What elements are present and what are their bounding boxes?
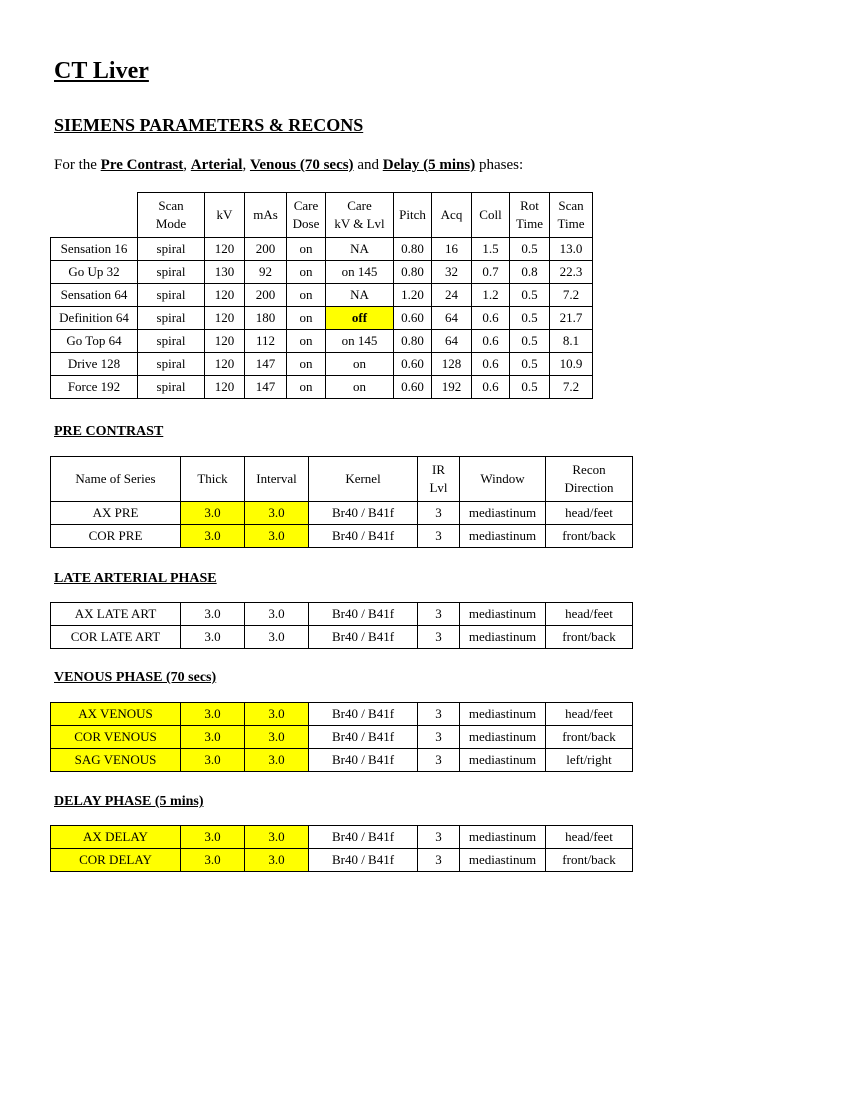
table-cell: on (287, 238, 326, 261)
table-cell: spiral (138, 284, 205, 307)
column-header-line: Mode (155, 216, 187, 231)
scanner-name-cell: Force 192 (51, 376, 138, 399)
table-cell: Br40 / B41f (309, 703, 418, 726)
table-cell: 3 (418, 603, 460, 626)
table-cell: Br40 / B41f (309, 525, 418, 548)
table-cell: 130 (205, 261, 245, 284)
table-cell: 3.0 (181, 703, 245, 726)
table-cell: mediastinum (460, 603, 546, 626)
table-cell: front/back (546, 849, 633, 872)
column-header (432, 193, 472, 238)
series-name-cell: AX LATE ART (51, 603, 181, 626)
scanner-name-cell: Sensation 64 (51, 284, 138, 307)
table-cell: on (287, 307, 326, 330)
table-cell: 0.5 (510, 284, 550, 307)
table-cell: 1.2 (472, 284, 510, 307)
table-cell: 3.0 (181, 603, 245, 626)
table-cell: 200 (245, 238, 287, 261)
scanner-name-cell: Drive 128 (51, 353, 138, 376)
column-header-line: Care (293, 198, 319, 213)
column-header (394, 193, 432, 238)
intro-phase-pre: Pre Contrast (100, 157, 184, 173)
table-cell: 120 (205, 353, 245, 376)
table-cell: 0.6 (472, 307, 510, 330)
section-heading-pre-contrast: PRE CONTRAST (54, 424, 164, 439)
table-row (51, 849, 633, 872)
page-subtitle: SIEMENS PARAMETERS & RECONS (54, 115, 364, 135)
series-name-cell: AX VENOUS (51, 703, 181, 726)
column-header-line: Pitch (399, 207, 426, 222)
column-header (472, 193, 510, 238)
venous-phase-table (50, 702, 633, 772)
table-row (51, 261, 593, 284)
table-cell: 3 (418, 502, 460, 525)
table-cell: 16 (432, 238, 472, 261)
column-header-line: Lvl (429, 480, 448, 495)
column-header-line: Direction (564, 480, 614, 495)
table-cell: 147 (245, 353, 287, 376)
table-cell: 0.80 (394, 261, 432, 284)
table-cell: 10.9 (550, 353, 593, 376)
table-cell: head/feet (546, 603, 633, 626)
table-cell: head/feet (546, 826, 633, 849)
table-cell: on (287, 353, 326, 376)
column-header-line: Time (516, 216, 543, 231)
column-header (309, 457, 418, 502)
table-cell: 0.8 (510, 261, 550, 284)
table-row (51, 284, 593, 307)
table-row (51, 626, 633, 649)
table-cell: mediastinum (460, 849, 546, 872)
column-header (418, 457, 460, 502)
scanner-name-cell: Sensation 16 (51, 238, 138, 261)
table-cell: 22.3 (550, 261, 593, 284)
table-cell: 3 (418, 826, 460, 849)
column-header (245, 193, 287, 238)
table-cell: 3.0 (245, 749, 309, 772)
table-cell: left/right (546, 749, 633, 772)
delay-phase-table (50, 825, 633, 872)
series-name-cell: COR DELAY (51, 849, 181, 872)
intro-prefix: For the (54, 157, 101, 173)
table-cell: on (287, 376, 326, 399)
table-row (51, 726, 633, 749)
series-name-cell: COR VENOUS (51, 726, 181, 749)
scanner-name-cell: Go Top 64 (51, 330, 138, 353)
table-cell: Br40 / B41f (309, 626, 418, 649)
table-cell: 3.0 (245, 726, 309, 749)
table-cell: 3.0 (181, 849, 245, 872)
table-cell: 8.1 (550, 330, 593, 353)
table-cell: 192 (432, 376, 472, 399)
table-cell: Br40 / B41f (309, 603, 418, 626)
table-cell: 120 (205, 238, 245, 261)
table-cell: mediastinum (460, 726, 546, 749)
column-header-line: Kernel (345, 471, 381, 486)
table-row (51, 376, 593, 399)
table-cell: 0.60 (394, 307, 432, 330)
table-cell: 3.0 (245, 502, 309, 525)
table-cell: 120 (205, 330, 245, 353)
table-cell: 1.5 (472, 238, 510, 261)
column-header-line: Coll (479, 207, 502, 222)
table-cell: 92 (245, 261, 287, 284)
column-header-line: Scan (558, 198, 584, 213)
table-cell: on 145 (326, 330, 394, 353)
table-row (51, 307, 593, 330)
column-header (245, 457, 309, 502)
series-name-cell: COR LATE ART (51, 626, 181, 649)
table-cell: Br40 / B41f (309, 826, 418, 849)
table-cell: 180 (245, 307, 287, 330)
column-header-line: mAs (253, 207, 278, 222)
table-cell: 0.80 (394, 238, 432, 261)
table-cell: Br40 / B41f (309, 726, 418, 749)
table-row (51, 749, 633, 772)
table-row (51, 238, 593, 261)
table-cell: 64 (432, 307, 472, 330)
table-row (51, 826, 633, 849)
table-cell: 0.60 (394, 376, 432, 399)
table-cell: 64 (432, 330, 472, 353)
column-header (510, 193, 550, 238)
table-cell: off (326, 307, 394, 330)
table-row (51, 502, 633, 525)
series-name-cell: AX DELAY (51, 826, 181, 849)
table-cell: 3 (418, 749, 460, 772)
table-cell: front/back (546, 626, 633, 649)
table-cell: spiral (138, 330, 205, 353)
table-cell: 128 (432, 353, 472, 376)
table-cell: 0.6 (472, 330, 510, 353)
column-header (460, 457, 546, 502)
pre-contrast-table (50, 456, 633, 548)
section-heading-venous: VENOUS PHASE (70 secs) (54, 670, 217, 685)
table-cell: mediastinum (460, 749, 546, 772)
table-cell: 3.0 (181, 726, 245, 749)
table-cell: 7.2 (550, 376, 593, 399)
column-header (51, 457, 181, 502)
table-cell: 0.60 (394, 353, 432, 376)
table-cell: 120 (205, 376, 245, 399)
table-cell: 3.0 (245, 849, 309, 872)
table-cell: 3.0 (181, 525, 245, 548)
column-header (181, 457, 245, 502)
table-cell: mediastinum (460, 502, 546, 525)
table-cell: on (287, 330, 326, 353)
table-row (51, 703, 633, 726)
table-cell: 3.0 (245, 525, 309, 548)
table-cell: 0.5 (510, 330, 550, 353)
table-cell: 32 (432, 261, 472, 284)
table-cell: 120 (205, 284, 245, 307)
intro-sep: and (353, 157, 383, 173)
table-cell: head/feet (546, 502, 633, 525)
table-cell: Br40 / B41f (309, 502, 418, 525)
table-cell: 0.7 (472, 261, 510, 284)
table-cell: mediastinum (460, 703, 546, 726)
column-header (138, 193, 205, 238)
table-cell: on 145 (326, 261, 394, 284)
page-title: CT Liver (54, 58, 149, 84)
column-header (287, 193, 326, 238)
table-cell: on (287, 261, 326, 284)
table-cell: 3.0 (245, 603, 309, 626)
table-cell: 7.2 (550, 284, 593, 307)
table-cell: 3.0 (181, 826, 245, 849)
table-cell: 21.7 (550, 307, 593, 330)
scanner-name-cell: Go Up 32 (51, 261, 138, 284)
table-cell: on (287, 284, 326, 307)
table-cell: 112 (245, 330, 287, 353)
column-header-line: kV (216, 207, 233, 222)
table-row (51, 603, 633, 626)
column-header-line: Window (480, 471, 525, 486)
table-cell: 0.6 (472, 353, 510, 376)
table-cell: 147 (245, 376, 287, 399)
table-cell: 0.80 (394, 330, 432, 353)
column-header-line: IR (432, 462, 445, 477)
table-cell: on (326, 353, 394, 376)
table-cell: head/feet (546, 703, 633, 726)
table-cell: 0.5 (510, 307, 550, 330)
table-cell: mediastinum (460, 626, 546, 649)
column-header-line: Rot (520, 198, 539, 213)
intro-phase-delay: Delay (5 mins) (382, 157, 476, 173)
section-heading-late-arterial: LATE ARTERIAL PHASE (54, 571, 217, 586)
column-header-line: Thick (197, 471, 228, 486)
table-row (51, 353, 593, 376)
column-header-line: Time (557, 216, 585, 231)
table-cell: 1.20 (394, 284, 432, 307)
table-cell: spiral (138, 353, 205, 376)
table-cell: 0.5 (510, 238, 550, 261)
table-cell: 3 (418, 726, 460, 749)
table-cell: Br40 / B41f (309, 849, 418, 872)
table-cell: 13.0 (550, 238, 593, 261)
table-cell: mediastinum (460, 826, 546, 849)
column-header-line: Acq (440, 207, 463, 222)
column-header (550, 193, 593, 238)
blank-header-cell (51, 193, 138, 238)
series-name-cell: COR PRE (51, 525, 181, 548)
table-cell: 0.5 (510, 376, 550, 399)
series-name-cell: SAG VENOUS (51, 749, 181, 772)
table-cell: 3 (418, 525, 460, 548)
table-cell: NA (326, 284, 394, 307)
intro-text (54, 157, 523, 174)
column-header-line: Name of Series (75, 471, 156, 486)
table-cell: 3.0 (181, 626, 245, 649)
table-cell: 3.0 (181, 749, 245, 772)
section-heading-delay: DELAY PHASE (5 mins) (54, 794, 204, 809)
column-header-line: kV & Lvl (334, 216, 385, 231)
table-cell: 0.5 (510, 353, 550, 376)
column-header-line: Scan (158, 198, 184, 213)
series-name-cell: AX PRE (51, 502, 181, 525)
scanner-parameters-table (50, 192, 593, 399)
table-cell: mediastinum (460, 525, 546, 548)
column-header-line: Recon (572, 462, 606, 477)
table-cell: 3.0 (181, 502, 245, 525)
table-cell: front/back (546, 525, 633, 548)
table-cell: 3 (418, 703, 460, 726)
table-cell: 0.6 (472, 376, 510, 399)
table-cell: 120 (205, 307, 245, 330)
table-cell: 3 (418, 849, 460, 872)
column-header (546, 457, 633, 502)
intro-phase-venous: Venous (70 secs) (249, 157, 354, 173)
table-cell: spiral (138, 307, 205, 330)
table-cell: NA (326, 238, 394, 261)
column-header (326, 193, 394, 238)
table-row (51, 330, 593, 353)
table-cell: spiral (138, 376, 205, 399)
table-cell: Br40 / B41f (309, 749, 418, 772)
table-cell: spiral (138, 261, 205, 284)
table-cell: 200 (245, 284, 287, 307)
intro-sep: , (183, 157, 191, 173)
column-header (205, 193, 245, 238)
column-header-line: Care (347, 198, 372, 213)
table-cell: spiral (138, 238, 205, 261)
table-cell: 3.0 (245, 826, 309, 849)
intro-sep: , (242, 157, 250, 173)
scanner-name-cell: Definition 64 (51, 307, 138, 330)
table-cell: 3 (418, 626, 460, 649)
late-arterial-table (50, 602, 633, 649)
table-cell: 24 (432, 284, 472, 307)
column-header-line: Dose (292, 216, 320, 231)
intro-suffix: phases: (475, 157, 524, 173)
table-cell: 3.0 (245, 703, 309, 726)
table-cell: front/back (546, 726, 633, 749)
intro-phase-arterial: Arterial (190, 157, 243, 173)
table-row (51, 525, 633, 548)
column-header-line: Interval (256, 471, 297, 486)
table-cell: on (326, 376, 394, 399)
table-cell: 3.0 (245, 626, 309, 649)
